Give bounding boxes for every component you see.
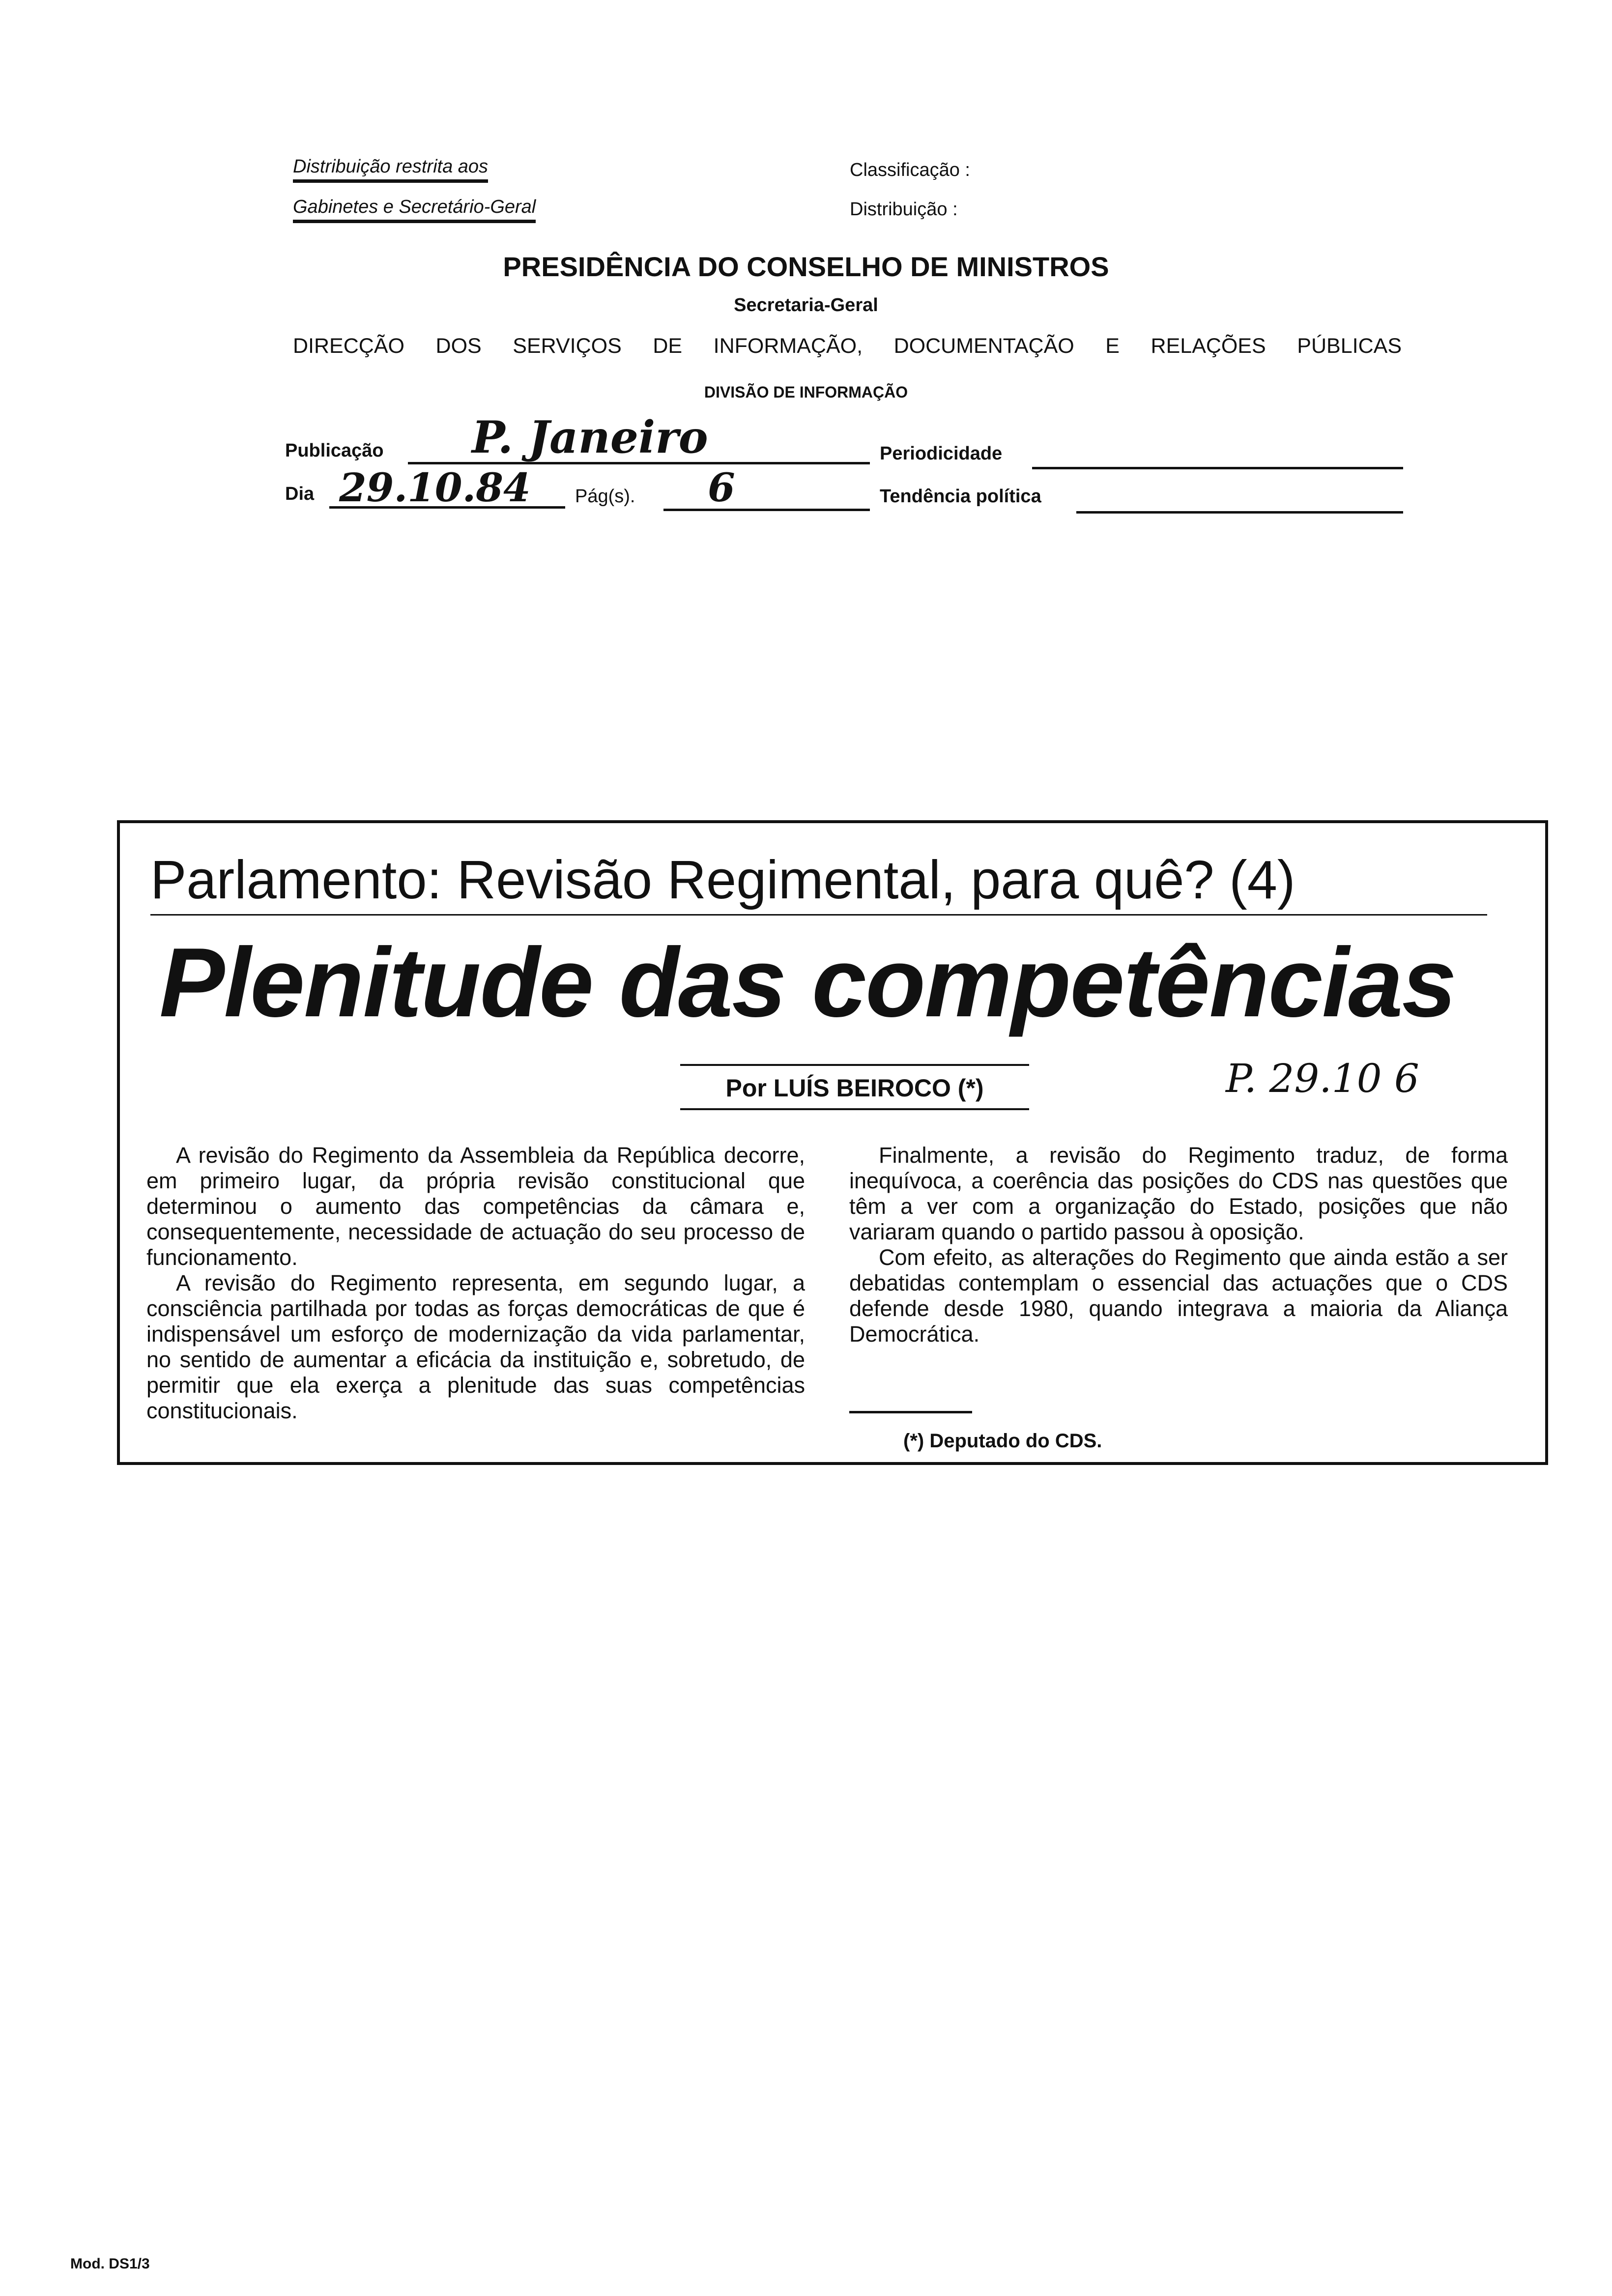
organization-title: PRESIDÊNCIA DO CONSELHO DE MINISTROS bbox=[503, 251, 1109, 282]
day-label: Dia bbox=[285, 484, 315, 504]
distribution-line-2: Gabinetes e Secretário-Geral bbox=[293, 197, 536, 223]
form-code: Mod. DS1/3 bbox=[70, 2256, 150, 2272]
paragraph: Com efeito, as alterações do Regimento que ainda estão a ser debatidas contemplam o essencial das actuações que o CDS defende desde 1980, quando integrava a maioria da Aliança Democrática. bbox=[849, 1245, 1508, 1347]
classification-label: Classificação : bbox=[850, 160, 970, 180]
division: DIVISÃO DE INFORMAÇÃO bbox=[704, 383, 908, 401]
day-value: 29.10.84 bbox=[339, 464, 531, 511]
article-right-column bbox=[849, 1143, 1508, 1454]
article-kicker: Parlamento: Revisão Regimental, para quê? (4) bbox=[150, 850, 1295, 910]
handwritten-note: P. 29.10 6 bbox=[1226, 1056, 1419, 1101]
pages-label: Pág(s). bbox=[575, 486, 635, 507]
paragraph: A revisão do Regimento representa, em segundo lugar, a consciência partilhada por todas as forças democráticas de que é indispensável um esforço de modernização da vida parlamentar, no sentido de aumentar a eficácia da instituição e, sobretudo, de permitir que ela exerça a plenitude das suas competências constitucionais. bbox=[146, 1270, 805, 1423]
newspaper-clipping bbox=[117, 820, 1548, 1465]
distribution-line-1: Distribuição restrita aos bbox=[293, 156, 488, 183]
pages-value: 6 bbox=[708, 464, 735, 511]
publication-label: Publicação bbox=[285, 440, 384, 461]
periodicity-label: Periodicidade bbox=[880, 443, 1003, 464]
byline: Por LUÍS BEIROCO (*) bbox=[725, 1074, 984, 1102]
publication-value: P. Janeiro bbox=[472, 411, 708, 463]
sub-organization: Secretaria-Geral bbox=[734, 295, 878, 316]
paragraph: A revisão do Regimento da Assembleia da República decorre, em primeiro lugar, da própria revisão constitucional que determinou o aumento das competências da câmara e, consequentemente, necessidade de actuação do seu processo de funcionamento. bbox=[146, 1143, 805, 1270]
directorate: DIRECÇÃO DOS SERVIÇOS DE INFORMAÇÃO, DOCUMENTAÇÃO E RELAÇÕES PÚBLICAS bbox=[293, 334, 1402, 358]
footnote: (*) Deputado do CDS. bbox=[903, 1430, 1102, 1452]
paragraph: Finalmente, a revisão do Regimento traduz, de forma inequívoca, a coerência das posições do CDS nas questões que têm a ver com a organização do Estado, posições que não variaram quando o partido passou à oposição. bbox=[849, 1143, 1508, 1244]
distribution-label: Distribuição : bbox=[850, 199, 958, 220]
article-left-column bbox=[146, 1143, 805, 1424]
tendency-label: Tendência política bbox=[880, 486, 1041, 507]
article-headline: Plenitude das competências bbox=[159, 928, 1456, 1037]
